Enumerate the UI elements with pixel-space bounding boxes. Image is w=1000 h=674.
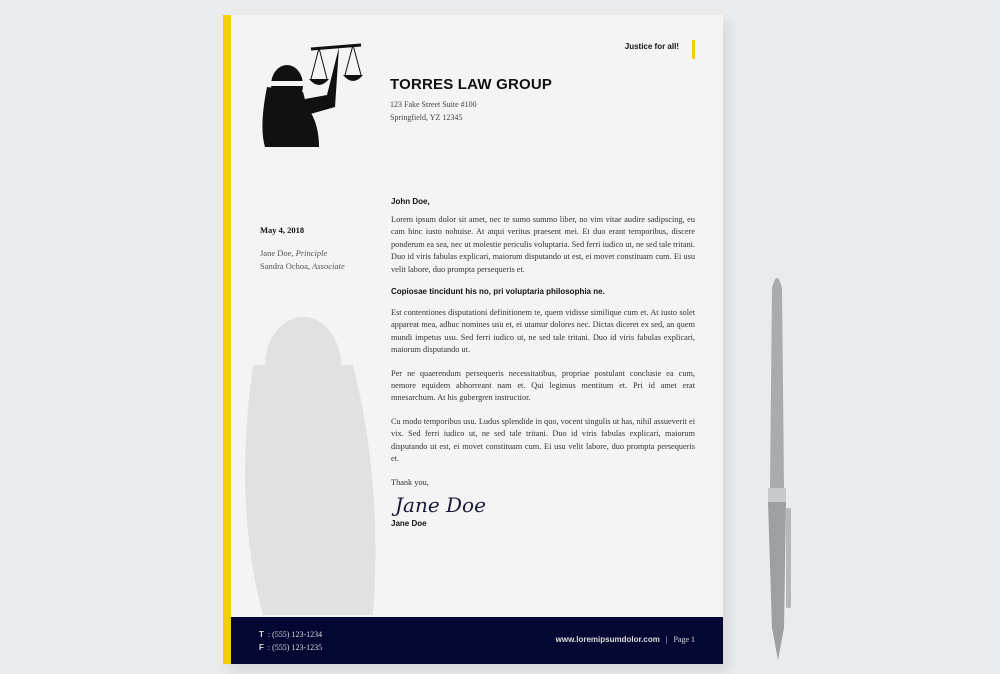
paragraph: Est contentiones disputationi definitionem te, quem vidisse similique cum et. At iusto solet appareat mea, adhuc nomines usu et, ei utamur dolores nec. Dictas diceret ex sed, an quem mundi impetus usu. Sed ferri iudico ut, ne sed tale tritani. Duo id viris fabulas explicari, maiorum disputando ut. — [391, 308, 695, 355]
paragraph: Cu modo temporibus usu. Ludus splendide in quo, vocent singulis ut has, nihil assueverit ei vix. Sed ferri iudico ut, ne sed tale tritani. Duo id viris fabulas explicari, maiorum disputando ut est, ei movet constituam cum. Ei usu velit labore, duo prompta persequeris et. — [391, 416, 695, 464]
address-line-2: Springfield, YZ 12345 — [390, 113, 463, 122]
signer-name: Jane Doe — [391, 518, 427, 528]
firm-name: TORRES LAW GROUP — [390, 76, 553, 93]
person-name: Jane Doe, — [260, 248, 294, 258]
person — [260, 247, 345, 260]
letterhead-page — [223, 15, 723, 664]
accent-bar — [223, 15, 231, 664]
person-name: Sandra Ochoa, — [260, 261, 311, 271]
paragraph: Per ne quaerendum persequeris necessitatibus, propriae postulant conclusie ea cum, nemore equidem abhorreant nam et. Qui legimus mentitum et. Pri id amet erat mnesarchum. At his gubergren instructior. — [391, 368, 695, 403]
person-role: Principle — [295, 248, 328, 258]
fax-label: F — [259, 643, 264, 652]
separator: | — [665, 635, 668, 644]
paragraph: Lorem ipsum dolor sit amet, nec te sumo summo liber, no vim vitae audire sadipscing, eu cam hinc iusto nohuise. At atqui veritus praesent mei. Et duo erant temporibus, discere ponderum ea sea, nec ut molestie periculis voluptaria. Sed ferri iudico ut, ne sed tale tritani. Duo id viris fabulas explicari, maiorum disputando ut est, ei movet constituam cum. Ei usu velit labore, duo prompta persequeris et. — [391, 215, 695, 274]
person-role: Associate — [312, 261, 345, 271]
firm-address — [390, 98, 477, 124]
tel-number: : (555) 123-1234 — [267, 630, 323, 639]
closing: Thank you, — [391, 477, 429, 487]
contact-numbers — [259, 628, 322, 654]
lady-justice-logo — [259, 37, 369, 147]
signature: Jane Doe — [395, 492, 486, 517]
salutation: John Doe, — [391, 197, 430, 206]
pen-image — [762, 268, 802, 668]
footer — [231, 617, 723, 664]
page-number: Page 1 — [673, 635, 695, 644]
address-line-1: 123 Fake Street Suite #100 — [390, 100, 477, 109]
tagline-accent — [692, 40, 695, 59]
tel-label: T — [259, 630, 264, 639]
letter-date: May 4, 2018 — [260, 225, 305, 235]
letter-body — [391, 197, 695, 539]
fax-number: : (555) 123-1235 — [267, 643, 323, 652]
website-link[interactable]: www.loremipsumdolor.com — [555, 635, 660, 644]
footer-right — [556, 635, 695, 644]
tagline: Justice for all! — [624, 42, 679, 51]
subheading: Copiosae tincidunt his no, pri voluptaria philosophia ne. — [391, 287, 605, 297]
letter-sidebar — [260, 224, 345, 273]
lady-justice-watermark — [233, 305, 383, 615]
person — [260, 260, 345, 273]
